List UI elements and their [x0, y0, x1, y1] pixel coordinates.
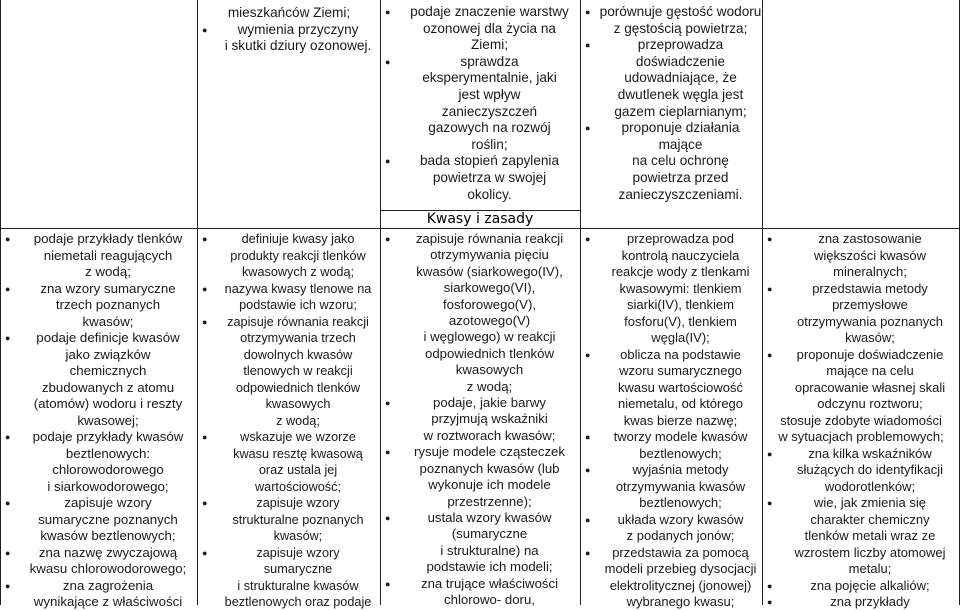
list-item [1, 281, 197, 331]
bottom-col-a [1, 231, 197, 611]
text-line: kwasu resztę kwasową [233, 446, 363, 461]
text-line: podstawie ich wzoru; [239, 298, 357, 312]
text-line: jako związków [65, 346, 151, 362]
bullet-list [763, 231, 959, 413]
text-line: chlorowo- doru, [444, 591, 535, 607]
text-line: okolicy. [467, 186, 512, 202]
text-line: kwasowymi: tlenkiem [619, 280, 742, 296]
top-col-c [381, 4, 580, 203]
list-item [1, 578, 197, 611]
bullet-list [763, 446, 959, 611]
list-item [1, 429, 197, 495]
list-item [381, 4, 580, 54]
text-line: ● zna trujące właściwości [420, 575, 559, 591]
text-line: opracowanie własnej skali [794, 379, 946, 395]
text-line: tlenków metali wraz ze [804, 528, 936, 543]
text-line: ● bada stopień zapylenia [419, 153, 560, 169]
text-line: otrzymywania poznanych [797, 313, 943, 329]
text-line: metalu; [848, 561, 892, 576]
grid-line [0, 228, 960, 229]
text-line: produkty reakcji tlenków [230, 248, 366, 263]
text-line: ● przeprowadza [637, 37, 724, 53]
text-line: ● sprawdza [460, 53, 519, 69]
list-item [581, 37, 762, 120]
list-item [198, 231, 380, 281]
text-line: w roztworach kwasów; [423, 427, 556, 443]
text-line: sumaryczne poznanych [38, 511, 178, 527]
top-col-d [581, 4, 762, 203]
list-item [763, 578, 959, 595]
text-line: przyjmują wskaźniki [431, 411, 548, 427]
list-item [1, 330, 197, 429]
text-line: kontrolą nauczyciela [621, 247, 740, 263]
text-line: ● zapisuje równania reakcji [227, 314, 369, 329]
text-line: trzech poznanych [55, 297, 161, 312]
bullet-list [381, 4, 580, 203]
list-item [198, 281, 380, 314]
text-line: otrzymywania trzech [240, 331, 356, 345]
text-line: ● zapisuje wzory [256, 545, 340, 560]
bullet-list [581, 231, 762, 611]
list-item [763, 231, 959, 281]
list-item [581, 429, 762, 462]
text-line: wzoru sumarycznego [619, 363, 742, 378]
text-line: kwasu chlorowodorowego; [29, 561, 187, 576]
text-line: modeli przebieg dysocjacji [604, 561, 757, 576]
list-item [381, 576, 580, 609]
text-line: ● układa wzory kwasów [617, 511, 744, 527]
text-line: otrzymywania pięciu [430, 247, 549, 263]
text-line: strukturalne poznanych [232, 512, 364, 527]
text-line: ● definiuje kwasy jako [241, 232, 355, 246]
list-item [1, 545, 197, 578]
list-item [581, 512, 762, 545]
text-line: na celu ochronę [632, 153, 729, 169]
text-line: ● zna zagrożenia [62, 577, 154, 593]
paragraph [763, 413, 959, 446]
bullet-list [1, 231, 197, 611]
text-line: ● przedstawia za pomocą [612, 544, 749, 560]
text-line: ● podaje przykłady tlenków [33, 231, 183, 246]
list-item [198, 545, 380, 611]
text-line: mineralnych; [833, 264, 907, 279]
text-line: i strukturalne kwasów [237, 578, 359, 593]
text-line: z wodą; [466, 378, 513, 394]
text-line: beztlenowych: [65, 445, 151, 461]
text-line: reakcje wody z tlenkami [611, 264, 750, 279]
text-line: jest wpływ [458, 86, 521, 102]
text-line: ● proponuje działania mające [621, 120, 740, 152]
list-item [1, 495, 197, 545]
bullet-list [581, 4, 762, 203]
list-item [381, 54, 580, 154]
bottom-col-e [763, 231, 959, 611]
text-line: powietrza w swojej [432, 169, 547, 185]
text-line: eksperymentalnie, jaki [422, 70, 557, 86]
text-line: z wodą; [85, 264, 131, 279]
text-line: ● rysuje modele cząsteczek [414, 444, 565, 460]
paragraph [198, 5, 380, 22]
text-line: Ziemi; [470, 37, 508, 53]
text-line: kwasów; [273, 529, 323, 543]
text-line: ● zapisuje wzory [256, 496, 340, 510]
text-line: kwasów; [845, 330, 895, 345]
bullet-list [198, 231, 380, 611]
text-line: ● proponuje doświadczenie [796, 346, 944, 362]
text-line: mieszkańców Ziemi; [227, 5, 351, 20]
text-line: ● zna wzory sumaryczne [40, 280, 176, 296]
text-line: beztlenowych; [639, 495, 722, 510]
top-col-b [198, 5, 380, 55]
text-line: chemicznych [69, 363, 147, 378]
text-line: siarkowego(VI), [443, 280, 536, 296]
list-item [198, 429, 380, 495]
text-line: kwasowych [265, 397, 331, 411]
text-line: beztlenowych; [639, 445, 722, 461]
text-line: podstawie ich modeli; [426, 559, 553, 575]
text-line: azotowego(V) [448, 313, 531, 329]
list-item [381, 231, 580, 395]
list-item [581, 347, 762, 430]
bottom-col-b [198, 231, 380, 611]
text-line: zanieczyszczeń [441, 103, 538, 119]
text-line: stosuje zdobyte wiadomości [780, 412, 942, 428]
list-item [581, 4, 762, 37]
bullet-list [198, 22, 380, 55]
list-item [763, 281, 959, 347]
text-line: i węglowego) w reakcji [423, 329, 556, 345]
text-line: ● zna kilka wskaźników [808, 445, 932, 461]
text-line: chlorowodorowego [52, 462, 164, 477]
text-line: ● oblicza na podstawie [620, 346, 741, 362]
text-line: ● podaje przykłady kwasów [32, 429, 184, 444]
text-line: wybranego kwasu; [626, 594, 735, 609]
text-line: roślin; [471, 136, 508, 152]
text-line: ● przedstawia metody [812, 280, 928, 296]
text-line: ● zapisuje wzory [64, 495, 152, 510]
list-item [581, 120, 762, 203]
text-line: wykonuje ich modele [428, 477, 551, 493]
text-line: większości kwasów [814, 247, 926, 263]
text-line: wynikające z właściwości [33, 594, 183, 609]
section-title: Kwasy i zasady [426, 211, 534, 227]
list-item [763, 347, 959, 413]
text-line: (atomów) wodoru i reszty [33, 396, 183, 411]
list-item [381, 153, 580, 203]
text-line: fosforu(V), tlenkiem [624, 313, 737, 329]
text-line: kwasów beztlenowych; [40, 528, 176, 543]
list-item [381, 444, 580, 510]
text-line: siarki(IV), tlenkiem [627, 297, 734, 312]
text-line: i siarkowodorowego; [47, 478, 169, 494]
list-item [763, 594, 959, 611]
text-line: przemysłowe [832, 297, 908, 312]
text-line: kwasów (siarkowego(IV), [416, 263, 563, 279]
text-line: ● przeprowadza pod [627, 231, 734, 246]
text-line: ● wyjaśnia metody [632, 462, 729, 477]
list-item [198, 22, 380, 55]
text-line: z podanych jonów; [626, 528, 735, 543]
bottom-col-c [381, 231, 580, 608]
text-line: ● zna pojęcie alkaliów; [810, 577, 930, 593]
text-line: przestrzenne); [447, 493, 532, 509]
text-line: odczynu roztworu; [817, 396, 923, 411]
text-line: w sytuacjach problemowych; [778, 429, 944, 444]
text-line: węgla(IV); [651, 330, 710, 345]
text-line: zbudowanych z atomu [41, 379, 175, 395]
text-line: sumaryczne [263, 562, 333, 576]
text-line: poznanych kwasów (lub [419, 460, 560, 476]
bottom-col-d [581, 231, 762, 611]
list-item [1, 231, 197, 281]
text-line: gazowych na rozwój [428, 120, 551, 136]
text-line: powietrza przed [632, 169, 729, 185]
text-line: wartościowość; [254, 479, 342, 494]
list-item [581, 462, 762, 512]
list-item [381, 510, 580, 576]
text-line: gazem cieplarnianym; [614, 103, 747, 119]
text-line: z gęstością powietrza; [613, 20, 748, 36]
text-line: kwasów; [82, 313, 134, 329]
text-line: charakter chemiczny [810, 511, 930, 527]
text-line: ● wie, jak zmienia się [814, 495, 926, 510]
list-item [763, 446, 959, 496]
list-item [581, 545, 762, 611]
text-line: ● zapisuje równania reakcji [415, 231, 564, 246]
text-line: ● podaje, jakie barwy [433, 395, 546, 411]
text-line: doświadczenie [635, 53, 726, 69]
text-line: i skutki dziury ozonowej. [224, 38, 372, 54]
text-line: ● ustala wzory kwasów [427, 509, 552, 525]
text-line: ● zna zastosowanie [818, 231, 922, 246]
text-line: zanieczyszczeniami. [618, 186, 743, 202]
text-line: odpowiednich tlenków [424, 345, 555, 361]
text-line: ● zna nazwę zwyczajową [38, 544, 178, 560]
text-line: ● wskazuje we wzorze [240, 430, 356, 444]
list-item [198, 314, 380, 430]
list-item [581, 231, 762, 347]
text-line: kwasu wartościowość [618, 379, 743, 395]
text-line: ● podaje definicje kwasów [36, 330, 180, 345]
text-line: z wodą; [276, 413, 320, 428]
text-line: dwutlenek węgla jest [617, 86, 744, 102]
text-line: ● wymienia przyczyny [237, 21, 359, 37]
text-line: ● zna przykłady [830, 594, 910, 609]
text-line: beztlenowych oraz podaje [224, 595, 372, 609]
text-line: ozonowej dla życia na [423, 20, 556, 36]
text-line: ● porównuje gęstość wodoru [599, 4, 762, 19]
text-line: udowadniające, że [624, 70, 737, 86]
text-line: służących do identyfikacji [797, 462, 943, 477]
text-line: elektrolitycznej (jonowej) [609, 577, 752, 593]
list-item [381, 395, 580, 444]
text-line: wodorotlenków; [824, 478, 916, 494]
list-item [763, 495, 959, 578]
text-line: wzrostem liczby atomowej [794, 544, 946, 560]
text-line: kwasowych [455, 362, 524, 378]
text-line: otrzymywania kwasów [615, 478, 746, 494]
text-line: dowolnych kwasów [243, 347, 353, 362]
text-line: (sumaryczne [451, 526, 528, 542]
text-line: ● podaje znaczenie warstwy [410, 4, 569, 19]
text-line: niemetali reagujących [43, 247, 173, 263]
text-line: oraz ustala jej [258, 463, 338, 477]
text-line: mające na celu [826, 363, 914, 378]
text-line: ● nazywa kwasy tlenowe na [224, 281, 372, 296]
list-item [198, 495, 380, 545]
text-line: tlenowych w reakcji [243, 364, 353, 378]
text-line: kwasowych z wodą; [241, 265, 355, 279]
text-line: kwasowej; [77, 412, 139, 428]
bullet-list [381, 231, 580, 608]
text-line: kwas bierze nazwę; [623, 412, 738, 428]
text-line: odpowiednich tlenków [235, 380, 361, 395]
text-line: niemetalu, od którego [617, 396, 744, 411]
text-line: i strukturalne) na [440, 542, 539, 558]
text-line: ● tworzy modele kwasów [613, 429, 748, 444]
text-line: fosforowego(V), [442, 296, 537, 312]
